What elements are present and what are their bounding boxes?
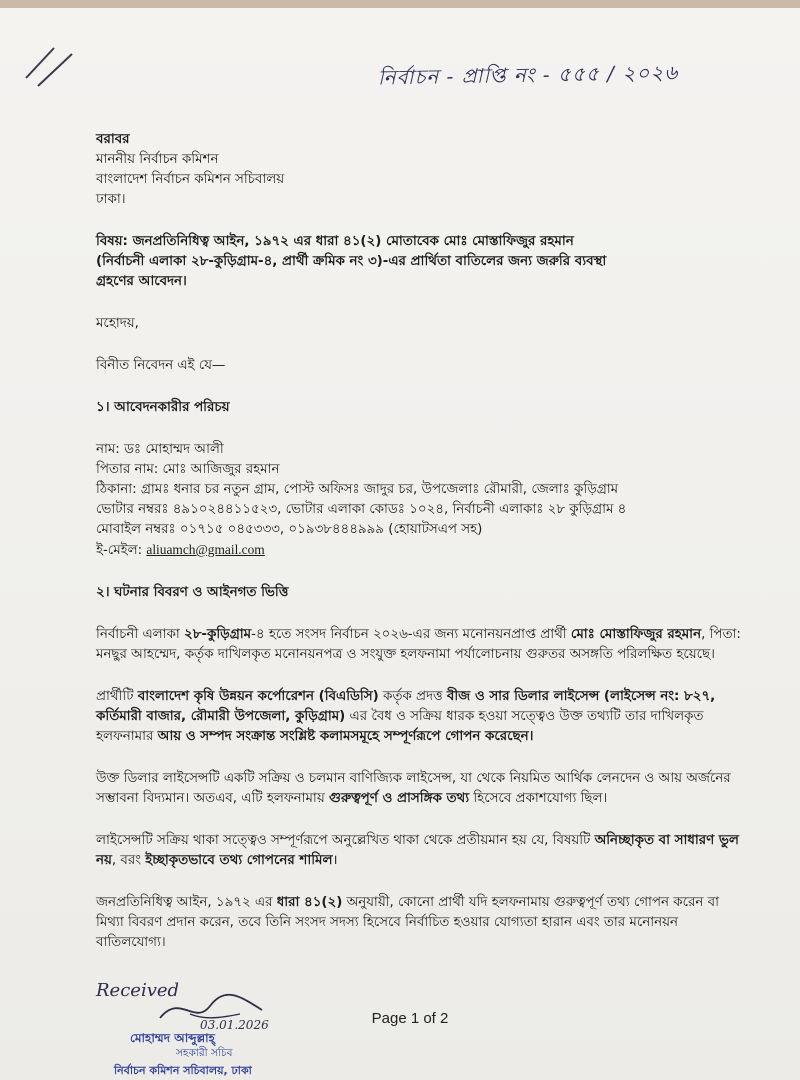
p3-text-b: গুরুত্বপূর্ণ ও প্রাসঙ্গিক তথ্য — [328, 791, 470, 806]
p3-text-a: উক্ত ডিলার লাইসেন্সটি একটি সক্রিয় ও চলমান বাণিজ্যিক লাইসেন্স, যা থেকে নিয়মিত আর্থিক লেনদেন ও আয় অর্জনের সম্ভাবনা বিদ্যমান। অতএব, এটি হলফনামায় — [96, 771, 731, 806]
p4-text-b: অনিচ্ছাকৃত বা সাধারণ ভুল নয় — [96, 833, 739, 868]
page-number: Page 1 of 2 — [371, 1010, 449, 1027]
paragraph-4 — [96, 831, 746, 871]
recipient-block — [96, 130, 746, 210]
received-stamp — [90, 978, 340, 1078]
p2-text-f: আয় ও সম্পদ সংক্রান্ত সংশ্লিষ্ট কলামসমূহে সম্পূর্ণরূপে গোপন করেছেন। — [157, 729, 534, 744]
paragraph-5 — [96, 893, 746, 953]
handwritten-reference: নির্বাচন - প্রাপ্তি নং - ৫৫৫ / ২০২৬ — [377, 60, 679, 90]
section-1-heading: ১। আবেদনকারীর পরিচয় — [96, 400, 230, 415]
recipient-line-3: ঢাকা। — [96, 192, 126, 207]
subject-block — [96, 232, 746, 292]
applicant-info — [96, 440, 746, 561]
intro-line: বিনীত নিবেদন এই যে— — [96, 358, 226, 373]
paragraph-3 — [96, 769, 746, 809]
p1-text-a: নির্বাচনী এলাকা — [96, 627, 185, 642]
p1-text-d: মোঃ মোস্তাফিজুর রহমান — [570, 627, 702, 642]
p5-text-c: অনুযায়ী, কোনো প্রার্থী যদি হলফনামায় গুরুত্বপূর্ণ তথ্য গোপন করেন বা মিথ্যা বিবরণ প্রদান করেন, তবে তিনি সংসদ সদস্য হিসেবে নির্বাচিত হওয়ার যোগ্যতা হারান এবং তার মনোনয়ন বাতিলযোগ্য। — [96, 895, 719, 950]
email-label: ই-মেইল: — [96, 543, 147, 558]
stamp-officer-title: সহকারী সচিব — [176, 1047, 233, 1059]
p4-text-a: লাইসেন্সটি সক্রিয় থাকা সত্ত্বেও সম্পূর্ণরূপে অনুল্লেখিত থাকা থেকে প্রতীয়মান হয় যে, বিষয়টি — [96, 833, 595, 848]
p5-text-a: জনপ্রতিনিধিত্ব আইন, ১৯৭২ এর — [96, 895, 277, 910]
applicant-address: ঠিকানা: গ্রামঃ ধনার চর নতুন গ্রাম, পোস্ট অফিসঃ জাদুর চর, উপজেলাঃ রৌমারী, জেলাঃ কুড়িগ্রাম — [96, 482, 619, 497]
stamp-office: নির্বাচন কমিশন সচিবালয়, ঢাকা — [114, 1064, 252, 1077]
recipient-to: বরাবর — [96, 132, 130, 147]
p3-text-c: হিসেবে প্রকাশযোগ্য ছিল। — [469, 791, 608, 806]
applicant-voter: ভোটার নম্বরঃ ৪৯১০২৪৪১১৫২৩, ভোটার এলাকা কোডঃ ১০২৪, নির্বাচনী এলাকাঃ ২৮ কুড়িগ্রাম ৪ — [96, 502, 627, 517]
p4-text-e: । — [332, 853, 338, 868]
subject-line-2: (নির্বাচনী এলাকা ২৮-কুড়িগ্রাম-৪, প্রার্থী ক্রমিক নং ৩)-এর প্রার্থিতা বাতিলের জন্য জরুরি ব্যবস্থা — [96, 254, 607, 269]
p5-text-b: ধারা ৪১(২) — [276, 895, 343, 910]
p2-text-c: কর্তৃক প্রদত্ত — [378, 689, 447, 704]
subject-line-3: গ্রহণের আবেদন। — [96, 274, 187, 289]
subject-line-1: বিষয়: জনপ্রতিনিধিত্ব আইন, ১৯৭২ এর ধারা ৪১(২) মোতাবেক মোঃ মোস্তাফিজুর রহমান — [96, 234, 574, 249]
email-link[interactable]: aliuamch@gmail.com — [146, 542, 265, 557]
p2-text-d: বীজ ও সার ডিলার লাইসেন্স (লাইসেন্স নং: ৮২৭, কর্তিমারী বাজার, রৌমারী উপজেলা, কুড়িগ্রাম) — [96, 689, 716, 724]
applicant-mobile: মোবাইল নম্বরঃ ০১৭১৫ ০৪৫৩৩৩, ০১৯৩৮৪৪৪৯৯৯ (হোয়াটসএপ সহ) — [96, 522, 483, 537]
p2-text-e: এর বৈধ ও সক্রিয় ধারক হওয়া সত্ত্বেও উক্ত তথ্যটি তার দাখিলকৃত হলফনামার — [96, 709, 704, 744]
received-handwriting: Received — [96, 980, 180, 1001]
applicant-email-line — [96, 540, 746, 561]
applicant-name: নাম: ডঃ মোহাম্মদ আলী — [96, 442, 224, 457]
received-date: 03.01.2026 — [200, 1018, 269, 1032]
section-2-heading: ২। ঘটনার বিবরণ ও আইনগত ভিত্তি — [96, 585, 289, 600]
p1-text-e: , পিতা: মনছুর আহম্মেদ, কর্তৃক দাখিলকৃত মনোনয়নপত্র ও সংযুক্ত হলফনামা পর্যালোচনায় গুরুতর অসঙ্গতি পরিলক্ষিত হয়েছে। — [96, 627, 741, 662]
stamp-officer-name: মোহাম্মদ আব্দুল্লাহ্ — [130, 1031, 215, 1045]
p2-text-b: বাংলাদেশ কৃষি উন্নয়ন কর্পোরেশন (বিএডিসি) — [137, 689, 379, 704]
handwritten-slash-marks — [22, 40, 82, 90]
applicant-father: পিতার নাম: মোঃ আজিজুর রহমান — [96, 462, 280, 477]
top-edge-band — [0, 0, 800, 8]
p1-text-c: -৪ হতে সংসদ নির্বাচন ২০২৬-এর জন্য মনোনয়নপ্রাপ্ত প্রার্থী — [251, 627, 571, 642]
p4-text-d: ইচ্ছাকৃতভাবে তথ্য গোপনের শামিল — [145, 853, 333, 868]
recipient-line-1: মাননীয় নির্বাচন কমিশন — [96, 152, 219, 167]
p4-text-c: , বরং — [111, 853, 146, 868]
letter-body — [96, 130, 746, 975]
p1-text-b: ২৮-কুড়িগ্রাম — [184, 627, 252, 642]
recipient-line-2: বাংলাদেশ নির্বাচন কমিশন সচিবালয় — [96, 172, 285, 187]
paragraph-1 — [96, 625, 746, 665]
paragraph-2 — [96, 687, 746, 747]
greeting: মহোদয়, — [96, 316, 139, 331]
p2-text-a: প্রার্থীটি — [96, 689, 138, 704]
